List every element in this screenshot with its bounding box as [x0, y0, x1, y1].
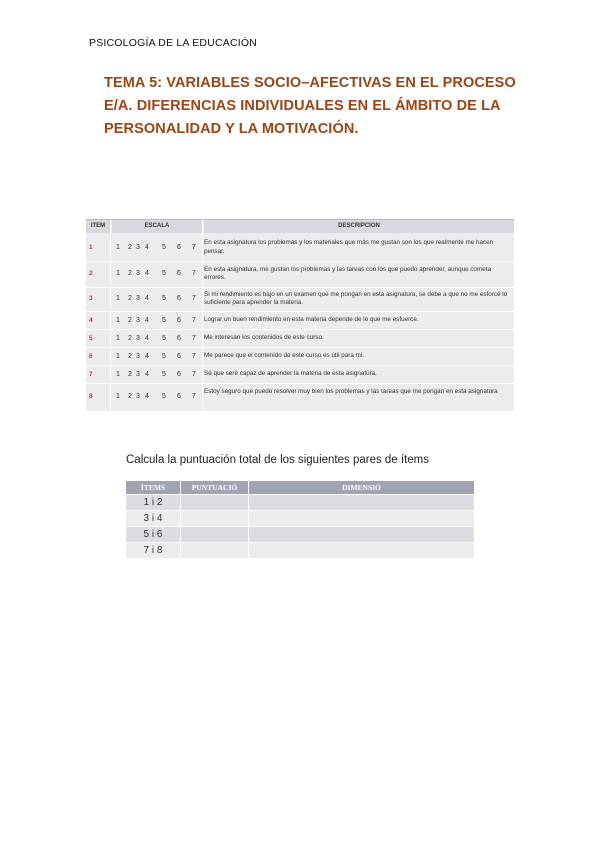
header-item: ITEM: [86, 220, 110, 233]
scale-value[interactable]: 5: [162, 316, 166, 324]
scale-value[interactable]: 4: [145, 334, 149, 342]
scale-value[interactable]: 2: [128, 370, 132, 378]
scale-value[interactable]: 4: [145, 243, 149, 251]
header-score: PUNTUACIÓ: [181, 481, 249, 495]
item-number: 4: [89, 316, 93, 324]
scale-value[interactable]: 5: [162, 270, 166, 277]
scale-value[interactable]: 2: [128, 334, 132, 342]
scale-value[interactable]: 7: [192, 392, 196, 400]
scale-value[interactable]: 1: [116, 392, 120, 400]
scale-value[interactable]: 6: [177, 243, 181, 251]
title-line-3: PERSONALIDAD Y LA MOTIVACIÓN.: [104, 121, 359, 137]
scale-value[interactable]: 1: [116, 352, 120, 360]
scale-value[interactable]: 6: [177, 370, 181, 378]
header-description: DESCRIPCION: [204, 220, 514, 233]
item-number: 7: [89, 370, 93, 378]
score-row: [126, 527, 475, 543]
scale-value[interactable]: 7: [192, 334, 196, 342]
scale-value[interactable]: 7: [192, 270, 196, 277]
item-number: 3: [89, 295, 93, 302]
scale-value[interactable]: 3: [136, 334, 140, 342]
score-cell[interactable]: [181, 511, 249, 527]
scale-value[interactable]: 5: [162, 370, 166, 378]
scale-value[interactable]: 2: [128, 243, 132, 251]
scale-value[interactable]: 6: [177, 270, 181, 277]
scale-value[interactable]: 1: [116, 243, 120, 251]
scale-value[interactable]: 3: [136, 295, 140, 302]
items-pair: 7 i 8: [126, 543, 181, 559]
scale-value[interactable]: 5: [162, 243, 166, 251]
scale-value[interactable]: 6: [177, 316, 181, 324]
scale-value[interactable]: 4: [145, 392, 149, 400]
item-number: 1: [89, 243, 93, 251]
score-cell[interactable]: [181, 495, 249, 511]
scale-value[interactable]: 5: [162, 295, 166, 302]
questionnaire-row: [86, 348, 514, 365]
scale-value[interactable]: 3: [136, 270, 140, 277]
title-line-2: E/A. DIFERENCIAS INDIVIDUALES EN EL ÁMBITO DE LA: [104, 98, 501, 114]
item-description: Sé que seré capaz de aprender la materia de esta asignatura.: [204, 370, 377, 378]
item-description: En esta asignatura, me gustan los problemas y las tareas con los que puedo aprender, aunque cometa errores.: [204, 265, 492, 281]
scale-value[interactable]: 6: [177, 392, 181, 400]
scale-value[interactable]: 1: [116, 295, 120, 302]
scale-value[interactable]: 6: [177, 295, 181, 302]
item-description: Me interesan los contenidos de este curso.: [204, 334, 324, 342]
scale-value[interactable]: 4: [145, 295, 149, 302]
scale-value[interactable]: 7: [192, 295, 196, 302]
page-title: [104, 72, 524, 141]
dimension-cell[interactable]: [249, 511, 475, 527]
item-description: En esta asignatura los problemas y los materiales que más me gustan son los que realmente me hacen pensar.: [204, 239, 494, 255]
scale-value[interactable]: 1: [116, 270, 120, 277]
scale-value[interactable]: 7: [192, 352, 196, 360]
scale-value[interactable]: 5: [162, 352, 166, 360]
scale-value[interactable]: 3: [136, 352, 140, 360]
scale-value[interactable]: 7: [192, 370, 196, 378]
scale-value[interactable]: 1: [116, 316, 120, 324]
item-description: Me parece que el contenido de este curso es útil para mi.: [204, 352, 364, 360]
scale-value[interactable]: 4: [145, 270, 149, 277]
scale-value[interactable]: 6: [177, 352, 181, 360]
questionnaire-table: [86, 219, 514, 411]
scale-value[interactable]: 6: [177, 334, 181, 342]
scale-value[interactable]: 3: [136, 370, 140, 378]
score-row: [126, 495, 475, 511]
questionnaire-row: [86, 288, 514, 310]
scale-value[interactable]: 5: [162, 334, 166, 342]
questionnaire-row: [86, 384, 514, 409]
items-pair: 3 i 4: [126, 511, 181, 527]
instruction-text: Calcula la puntuación total de los siguientes pares de ítems: [126, 454, 430, 466]
items-pair: 5 i 6: [126, 527, 181, 543]
score-cell[interactable]: [181, 527, 249, 543]
questionnaire-row: [86, 262, 514, 286]
document-header: PSICOLOGÍA DE LA EDUCACIÓN: [89, 37, 257, 49]
dimension-cell[interactable]: [249, 543, 475, 559]
item-number: 8: [89, 392, 93, 400]
item-description: Si mi rendimiento es bajo en un examen que me pongan en esta asignatura, se debe a que no me esforcé lo suficiente para aprender la materia.: [204, 290, 508, 306]
scale-value[interactable]: 1: [116, 334, 120, 342]
item-description: Lograr un buen rendimiento en esta materia depende de lo que me esfuerce.: [204, 316, 419, 324]
header-scale: ESCALA: [112, 220, 202, 233]
scale-value[interactable]: 1: [116, 370, 120, 378]
questionnaire-row: [86, 330, 514, 347]
scale-value[interactable]: 3: [136, 316, 140, 324]
item-description: Estoy seguro que puedo resolver muy bien los problemas y las tareas que me pongan en esta asignatura: [204, 388, 498, 395]
scale-value[interactable]: 2: [128, 295, 132, 302]
dimension-cell[interactable]: [249, 495, 475, 511]
questionnaire-row: [86, 366, 514, 383]
questionnaire-row: [86, 235, 514, 260]
questionnaire-row: [86, 312, 514, 329]
item-number: 5: [89, 334, 93, 342]
scale-value[interactable]: 7: [192, 243, 196, 251]
scale-value[interactable]: 2: [128, 316, 132, 324]
header-items: ÍTEMS: [126, 481, 181, 495]
scale-value[interactable]: 3: [136, 243, 140, 251]
scale-value[interactable]: 7: [192, 316, 196, 324]
scale-value[interactable]: 4: [145, 316, 149, 324]
scale-value[interactable]: 2: [128, 270, 132, 277]
scale-value[interactable]: 4: [145, 370, 149, 378]
score-cell[interactable]: [181, 543, 249, 559]
scale-value[interactable]: 2: [128, 392, 132, 400]
item-number: 2: [89, 270, 93, 277]
title-line-1: TEMA 5: VARIABLES SOCIO–AFECTIVAS EN EL PROCESO: [104, 75, 516, 91]
scale-value[interactable]: 3: [136, 392, 140, 400]
score-row: [126, 511, 475, 527]
scale-value[interactable]: 5: [162, 392, 166, 400]
header-dimension: DIMENSIÓ: [249, 481, 475, 495]
scale-value[interactable]: 4: [145, 352, 149, 360]
items-pair: 1 i 2: [126, 495, 181, 511]
scale-value[interactable]: 2: [128, 352, 132, 360]
dimension-cell[interactable]: [249, 527, 475, 543]
item-number: 6: [89, 352, 93, 360]
score-table: [125, 480, 475, 559]
score-row: [126, 543, 475, 559]
questionnaire-header: [86, 220, 514, 233]
